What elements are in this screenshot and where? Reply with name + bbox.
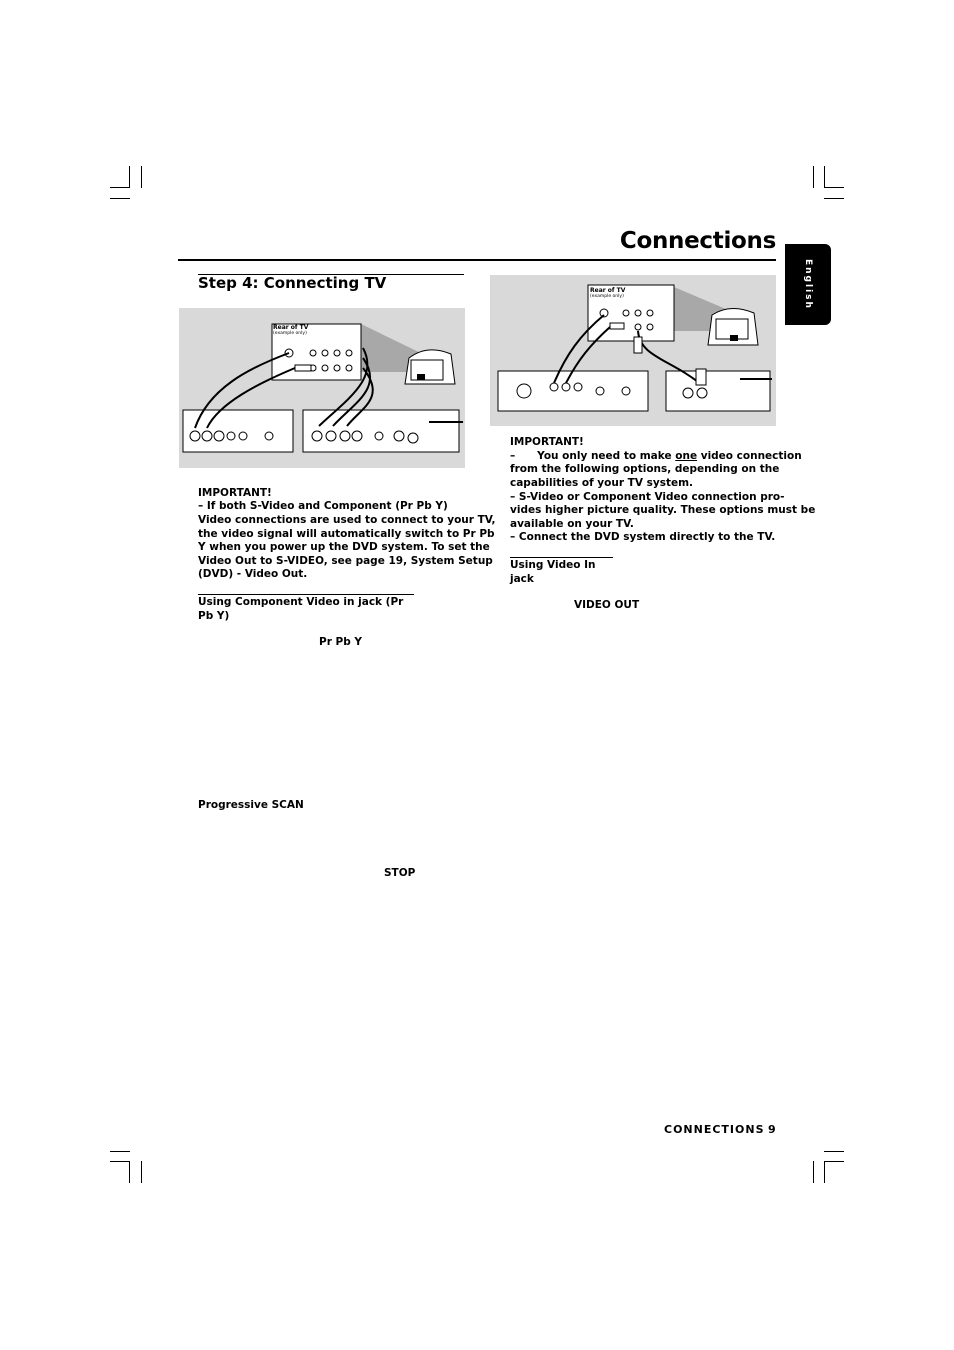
crop-mark <box>110 1161 130 1162</box>
important-line: Video connections are used to connect to your TV, <box>198 514 496 526</box>
important-line: the video signal will automatically switch to Pr Pb <box>198 528 495 540</box>
important-line: Y when you power up the DVD system. To set the <box>198 541 490 553</box>
language-tab <box>785 244 831 325</box>
important-line: available on your TV. <box>510 518 634 530</box>
crop-mark <box>824 187 844 188</box>
progressive-scan-label: Progressive SCAN <box>198 799 304 811</box>
important-line: – S-Video or Component Video connection pro- <box>510 491 785 503</box>
important-heading: IMPORTANT! <box>198 487 272 499</box>
video-out-label: VIDEO OUT <box>574 599 640 611</box>
important-line-start: – You only need to make <box>510 450 676 462</box>
step-heading: Step 4: Connecting TV <box>198 274 387 292</box>
tv-label: Rear of TV <box>590 287 626 294</box>
crop-mark <box>824 166 825 188</box>
crop-mark <box>129 1161 130 1183</box>
video-connection-diagram <box>490 275 776 426</box>
component-video-section-link[interactable]: Using Component Video in jack (Pr Pb Y) <box>198 594 414 623</box>
important-line: Video Out to S-VIDEO, see page 19, System Setup <box>198 555 493 567</box>
pr-pb-y-label: Pr Pb Y <box>319 636 362 648</box>
footer-section-label: CONNECTIONS <box>664 1123 765 1136</box>
crop-mark <box>129 166 130 188</box>
stop-label: STOP <box>384 867 416 879</box>
important-line <box>510 450 802 464</box>
crop-mark <box>824 1161 825 1183</box>
video-connection-illustration <box>490 275 776 426</box>
component-connection-illustration <box>179 308 465 468</box>
important-line: capabilities of your TV system. <box>510 477 694 489</box>
language-tab-label: English <box>803 259 813 310</box>
crop-mark <box>824 1161 844 1162</box>
crop-mark <box>110 187 130 188</box>
important-line: from the following options, depending on the <box>510 463 780 475</box>
underlined-word-one: one <box>675 450 698 462</box>
important-line: (DVD) - Video Out. <box>198 568 308 580</box>
important-line-end: video connection <box>697 450 802 462</box>
crop-mark <box>813 1161 814 1183</box>
crop-mark <box>813 166 814 188</box>
important-heading: IMPORTANT! <box>510 436 584 448</box>
crop-mark <box>110 1151 130 1152</box>
crop-mark <box>824 1151 844 1152</box>
page-number: 9 <box>768 1123 776 1136</box>
title-rule <box>178 259 776 261</box>
crop-mark <box>824 198 844 199</box>
important-line: vides higher picture quality. These options must be <box>510 504 816 516</box>
tv-label: Rear of TV <box>273 324 309 331</box>
crop-mark <box>110 198 130 199</box>
page-title: Connections <box>619 228 776 254</box>
crop-mark <box>141 166 142 188</box>
crop-mark <box>141 1161 142 1183</box>
video-in-section-link[interactable]: Using Video In jack <box>510 557 613 586</box>
important-line: – If both S-Video and Component (Pr Pb Y) <box>198 500 448 512</box>
component-connection-diagram <box>179 308 465 468</box>
tv-sublabel: (example only) <box>590 294 624 299</box>
important-line: – Connect the DVD system directly to the TV. <box>510 531 776 543</box>
tv-sublabel: (example only) <box>273 331 307 336</box>
